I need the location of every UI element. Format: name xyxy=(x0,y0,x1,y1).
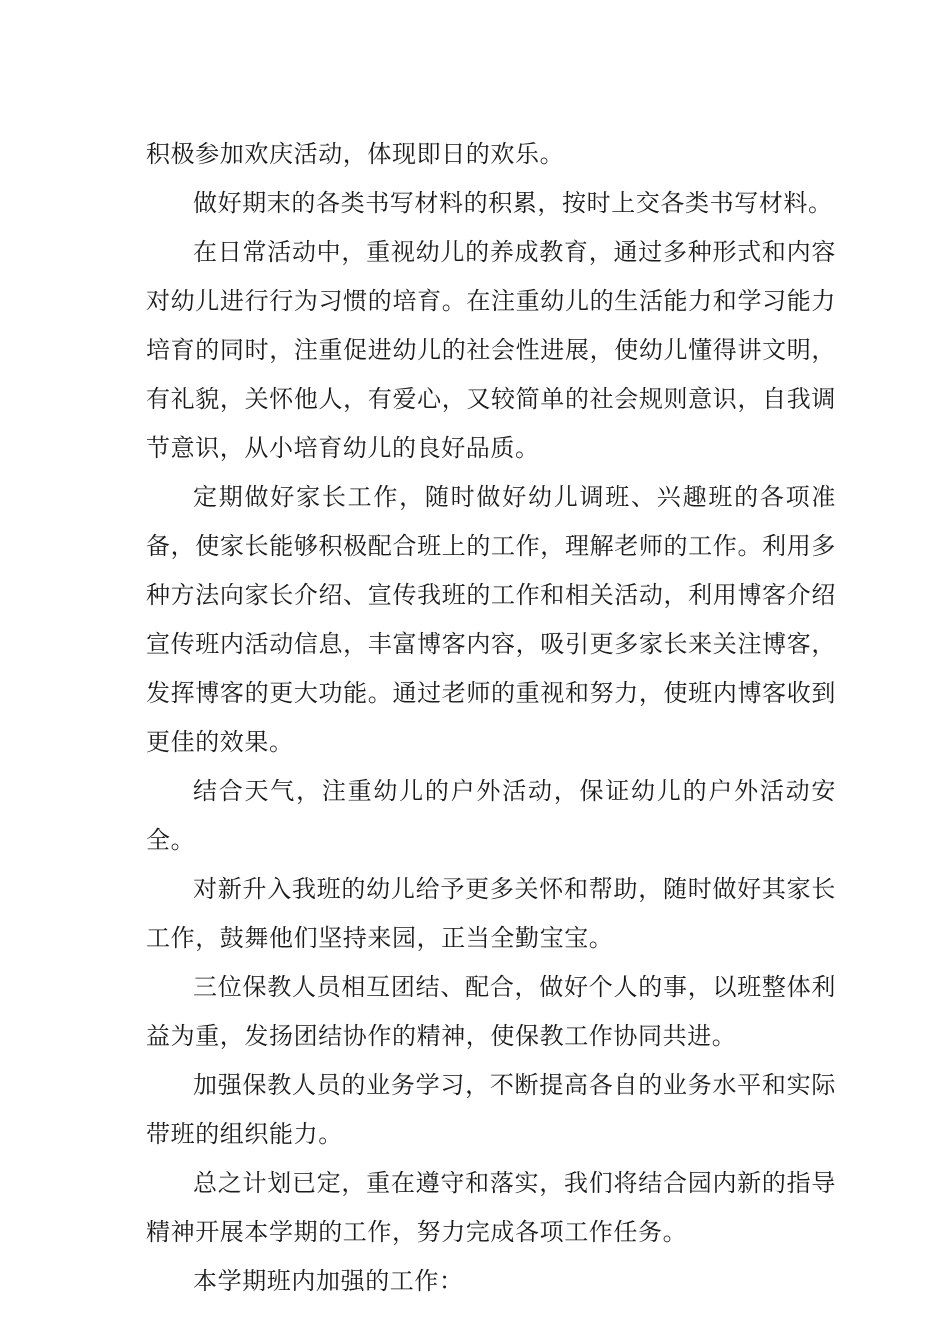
paragraph-parent-work: 定期做好家长工作，随时做好幼儿调班、兴趣班的各项准备，使家长能够积极配合班上的工作，理解老师的工作。利用多种方法向家长介绍、宣传我班的工作和相关活动，利用博客介绍宣传班内活动信息，丰富博客内容，吸引更多家长来关注博客，发挥博客的更大功能。通过老师的重视和努力，使班内博客收到更佳的效果。 xyxy=(146,483,836,756)
document-body xyxy=(146,130,836,1306)
paragraph-conclusion: 总之计划已定，重在遵守和落实，我们将结合园内新的指导精神开展本学期的工作，努力完成各项工作任务。 xyxy=(146,1169,836,1246)
paragraph-strengthened-work-heading: 本学期班内加强的工作： xyxy=(193,1267,464,1295)
paragraph-staff-cooperation: 三位保教人员相互团结、配合，做好个人的事，以班整体利益为重，发扬团结协作的精神，使保教工作协同共进。 xyxy=(146,973,836,1050)
paragraph-new-children: 对新升入我班的幼儿给予更多关怀和帮助，随时做好其家长工作，鼓舞他们坚持来园，正当全勤宝宝。 xyxy=(146,875,836,952)
paragraph-written-materials: 做好期末的各类书写材料的积累，按时上交各类书写材料。 xyxy=(193,189,833,217)
paragraph-habit-education: 在日常活动中，重视幼儿的养成教育，通过多种形式和内容对幼儿进行行为习惯的培育。在注重幼儿的生活能力和学习能力培育的同时，注重促进幼儿的社会性进展，使幼儿懂得讲文明，有礼貌，关怀他人，有爱心，又较简单的社会规则意识，自我调节意识，从小培育幼儿的良好品质。 xyxy=(146,238,836,462)
paragraph-outdoor-activity: 结合天气，注重幼儿的户外活动，保证幼儿的户外活动安全。 xyxy=(146,777,836,854)
paragraph-celebration: 积极参加欢庆活动，体现即日的欢乐。 xyxy=(146,140,565,168)
paragraph-staff-training: 加强保教人员的业务学习，不断提高各自的业务水平和实际带班的组织能力。 xyxy=(146,1071,836,1148)
